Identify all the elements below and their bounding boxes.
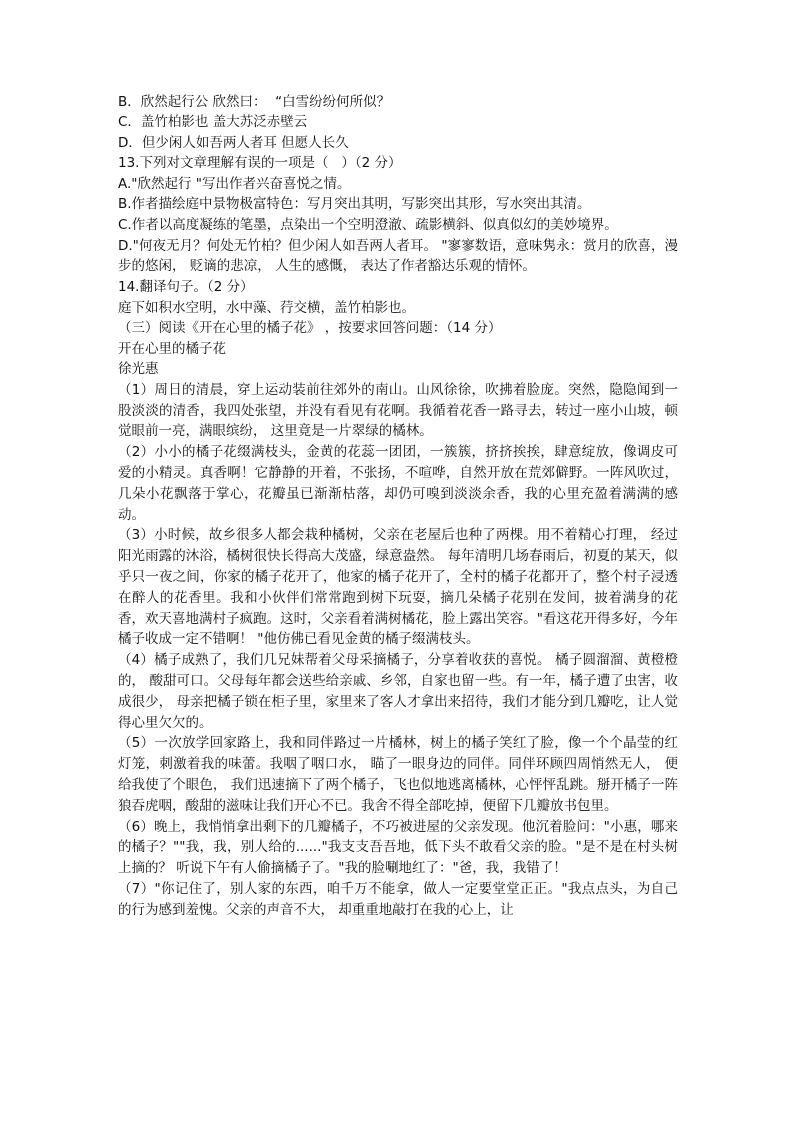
reading-author: 徐光惠 [118, 361, 159, 378]
option-c: C．盖竹柏影也 盖大苏泛赤壁云 [118, 114, 308, 131]
reading-paragraph: （6）晚上，我悄悄拿出剩下的几瓣橘子，不巧被进屋的父亲发现。他沉着脸问："小惠，哪来的橘子？""我，我，别人给的......"我支支吾吾地，低下头不敢看父亲的脸。"是不是在村头树上摘的？ 听说下午有人偷摘橘子了。"我的脸唰地红了："爸，我，我错了！ [118, 818, 678, 877]
reading-paragraph: （1）周日的清晨，穿上运动装前往郊外的南山。山风徐徐，吹拂着脸庞。突然，隐隐闻到一股淡淡的清香，我四处张望，并没有看见有花啊。我循着花香一路寻去，转过一座小山坡，顿觉眼前一亮，满眼缤纷， 这里竟是一片翠绿的橘林。 [118, 381, 678, 440]
question-13-option-d: D."何夜无月？何处无竹柏？但少闲人如吾两人者耳。 "寥寥数语，意味隽永：赏月的欣喜，漫步的悠闲， 贬谪的悲凉， 人生的感慨， 表达了作者豁达乐观的情怀。 [118, 237, 678, 275]
option-b: B．欣然起行公 欣然曰： “白雪纷纷何所似？ [118, 94, 391, 110]
question-13-option-c: C.作者以高度凝练的笔墨，点染出一个空明澄澈、疏影横斜、似真似幻的美妙境界。 [118, 216, 618, 233]
question-14-sentence: 庭下如积水空明，水中藻、荇交横，盖竹柏影也。 [118, 299, 415, 316]
reading-title: 开在心里的橘子花 [118, 340, 226, 357]
question-13-option-a: A."欣然起行 "写出作者兴奋喜悦之情。 [118, 175, 351, 192]
reading-paragraph: （7）"你记住了，别人家的东西，咱千万不能拿，做人一定要堂堂正正。"我点点头，为自己的行为感到羞愧。父亲的声音不大， 却重重地敲打在我的心上，让 [118, 880, 678, 918]
reading-instruction: （三）阅读《开在心里的橘子花》 ，按要求回答问题：（14 分） [118, 320, 502, 337]
reading-paragraph: （5）一次放学回家路上，我和同伴路过一片橘林，树上的橘子笑红了脸，像一个个晶莹的红灯笼，刺激着我的味蕾。我咽了咽口水， 瞄了一眼身边的同伴。同伴环顾四周悄然无人， 便给我使了个眼色， 我们迅速摘下了两个橘子，飞也似地逃离橘林，心怦怦乱跳。掰开橘子一阵狼吞虎咽，酸甜的滋味让我们开心不已。我舍不得全部吃掉，便留下几瓣放书包里。 [118, 735, 678, 814]
document-page [118, 92, 678, 921]
question-13-stem: 13.下列对文章理解有误的一项是（ ）（2 分） [118, 155, 402, 172]
reading-paragraph: （3）小时候，故乡很多人都会栽种橘树，父亲在老屋后也种了两棵。用不着精心打理， 经过阳光雨露的沐浴，橘树很快长得高大茂盛，绿意盎然。 每年清明几场春雨后，初夏的某天，似乎只一夜之间，你家的橘子花开了，他家的橘子花开了，全村的橘子花都开了，整个村子浸透在醉人的花香里。我和小伙伴们常常跑到树下玩耍，摘几朵橘子花别在发间，披着满身的花香，欢天喜地满村子疯跑。这时，父亲看着满树橘花，脸上露出笑容。"看这花开得多好，今年橘子收成一定不错啊！ "他仿佛已看见金黄的橘子缀满枝头。 [118, 527, 678, 648]
reading-paragraph: （4）橘子成熟了，我们几兄妹帮着父母采摘橘子，分享着收获的喜悦。 橘子圆溜溜、黄橙橙的， 酸甜可口。父母每年都会送些给亲戚、乡邻，自家也留一些。有一年，橘子遭了虫害，收成很少， 母亲把橘子锁在柜子里，家里来了客人才拿出来招待，我们才能分到几瓣吃，让人觉得心里欠欠的。 [118, 652, 678, 731]
option-d: D．但少闲人如吾两人者耳 但愿人长久 [118, 134, 349, 151]
reading-paragraph: （2）小小的橘子花缀满枝头，金黄的花蕊一团团，一簇簇，挤挤挨挨，肆意绽放，像调皮可爱的小精灵。真香啊！它静静的开着，不张扬，不喧哗，自然开放在荒郊僻野。一阵风吹过，几朵小花飘落于掌心，花瓣虽已渐渐枯落，却仍可嗅到淡淡余香，我的心里充盈着满满的感动。 [118, 444, 678, 523]
question-14-stem: 14.翻译句子。（2 分） [118, 279, 254, 296]
question-13-option-b: B.作者描绘庭中景物极富特色：写月突出其明，写影突出其形，写水突出其清。 [118, 196, 591, 213]
